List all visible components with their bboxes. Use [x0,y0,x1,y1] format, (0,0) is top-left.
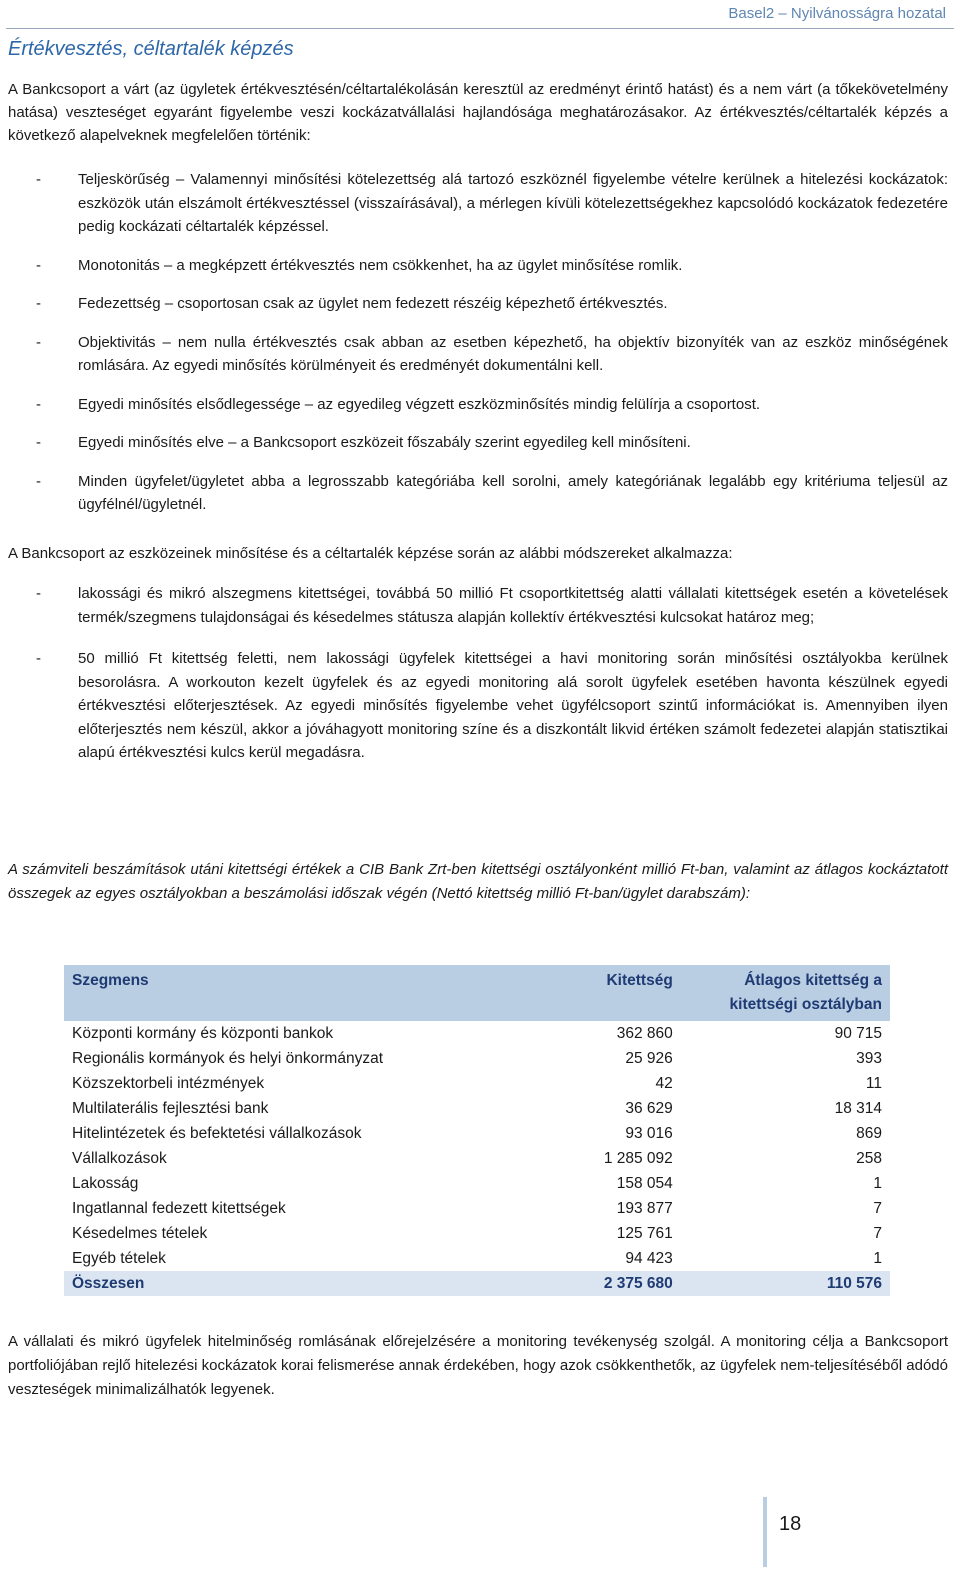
segment-cell: Ingatlannal fedezett kitettségek [72,1200,286,1217]
segment-cell: Lakosság [72,1175,139,1192]
total-label-cell: Összesen [64,1271,520,1296]
exposure-cell: 362 860 [616,1025,673,1042]
exposure-cell: 25 926 [625,1050,673,1067]
column-header-average-exposure: Átlagos kitettség a kitettségi osztályban [681,965,890,1021]
total-exposure-cell: 2 375 680 [520,1271,681,1296]
list-item-text: Egyedi minősítés elve – a Bankcsoport eszközeit főszabály szerint egyedileg kell minősíteni. [78,434,691,451]
exposure-cell: 93 016 [625,1125,673,1142]
segment-cell: Hitelintézetek és befektetési vállalkozások [72,1125,362,1142]
average-cell: 1 [873,1250,882,1267]
exposure-cell: 42 [655,1075,673,1092]
list-item-text: Monotonitás – a megképzett értékvesztés nem csökkenhet, ha az ügylet minősítése romlik. [78,256,683,274]
list-item-text: Objektivitás – nem nulla értékvesztés csak abban az esetben képezhető, ha objektív bizonyíték van az eszköz minőségének romlására. Az egyedi minősítés körülményeit és eredményét dokumentálni kell. [78,333,948,374]
table-row [64,1246,890,1271]
methods-paragraph: A Bankcsoport az eszközeinek minősítése és a céltartalék képzése során az alábbi módszereket alkalmazza: [8,545,733,562]
list-item [8,168,948,239]
monitoring-paragraph: A vállalati és mikró ügyfelek hitelminőség romlásának előrejelzésére a monitoring tevékenység szolgál. A monitoring célja a Bankcsoport portfoliójában rejlő hitelezési kockázatok korai felismerése annak érdekében, hogy azok csökkenthetők, az ügyfelek nem-teljesítéséből adódó veszteségek minimalizálhatók legyenek. [8,1333,948,1398]
average-cell: 258 [856,1150,882,1167]
segment-cell: Vállalkozások [72,1150,167,1167]
column-header-segment: Szegmens [64,965,520,1021]
document-header-label: Basel2 – Nyilvánosságra hozatal [728,5,946,22]
table-header-row [64,965,890,1021]
segment-cell: Regionális kormányok és helyi önkormányzat [72,1050,384,1067]
segment-cell: Központi kormány és központi bankok [72,1025,334,1042]
table-row [64,1171,890,1196]
average-cell: 90 715 [834,1025,882,1042]
table-row [64,1196,890,1221]
list-item-text: Minden ügyfelet/ügyletet abba a legrosszabb kategóriába kell sorolni, amely kategóriának legalább egy kritériuma teljesül az ügyfélnél/ügyletnél. [78,472,948,513]
list-item-text: 50 millió Ft kitettség feletti, nem lakossági ügyfelek kitettségei a havi monitoring során minősítési osztályokba kerülnek besorolásra. A workouton kezelt ügyfelek és az egyedi monitoring alá sorolt ügyfelek esetében havonta készülnek egyedi értékvesztési előterjesztések. Az egyedi minősítés figyelembe vehet ügyfélcsoport szintű információkat is. Amennyiben ilyen előterjesztés nem készül, akkor a jóváhagyott monitoring színe és a diszkontált likvid értéken számolt fedezetei alapján statisztikai alapú értékvesztési kulcs kerül megadásra. [78,650,948,761]
average-cell: 1 [873,1175,882,1192]
bullet-dash: - [36,434,41,451]
list-item [8,393,948,417]
list-item [8,254,948,278]
bullet-dash: - [36,256,41,274]
page-number: 18 [779,1513,802,1535]
list-item [8,470,948,517]
total-average-cell: 110 576 [681,1271,890,1296]
section-title: Értékvesztés, céltartalék képzés [8,38,294,60]
segment-cell: Egyéb tételek [72,1250,166,1267]
table-total-row [64,1271,890,1296]
column-header-exposure: Kitettség [520,965,681,1021]
table-row [64,1221,890,1246]
list-item [8,647,948,765]
table-row [64,1121,890,1146]
list-item [8,292,948,316]
page-number-box [763,1497,827,1567]
bullet-dash: - [36,650,41,667]
average-cell: 869 [856,1125,882,1142]
segment-cell: Közszektorbeli intézmények [72,1075,265,1092]
list-item [8,331,948,378]
bullet-dash: - [36,295,41,312]
exposure-cell: 36 629 [625,1100,673,1117]
table-row [64,1146,890,1171]
exposure-cell: 193 877 [616,1200,673,1217]
table-row [64,1046,890,1071]
bullet-dash: - [36,472,41,490]
bullet-dash: - [36,585,41,602]
list-item-text: Fedezettség – csoportosan csak az ügylet nem fedezett részéig képezhető értékvesztés. [78,295,668,312]
table-row [64,1021,890,1046]
exposure-cell: 125 761 [616,1225,673,1242]
table-row [64,1071,890,1096]
list-item-text: lakossági és mikró alszegmens kitettségei, továbbá 50 millió Ft csoportkitettség alatti vállalati kitettségek esetén a követelések termék/szegmens tulajdonságai és késedelmes státusza alapján kollektív értékvesztési kulcsokat határoz meg; [78,585,948,626]
exposure-cell: 94 423 [625,1250,673,1267]
exposure-cell: 1 285 092 [603,1150,673,1167]
exposure-table [64,965,890,1296]
segment-cell: Késedelmes tételek [72,1225,208,1242]
table-row [64,1096,890,1121]
average-cell: 7 [873,1200,882,1217]
list-item-text: Egyedi minősítés elsődlegessége – az egyedileg végzett eszközminősítés mindig felülírja a csoportost. [78,395,761,413]
bullet-dash: - [36,333,41,351]
list-item [8,582,948,629]
list-item [8,431,948,455]
average-cell: 11 [865,1075,882,1092]
intro-paragraph: A Bankcsoport a várt (az ügyletek értékvesztésén/céltartalékolásán keresztül az eredményt érintő hatást) és a nem várt (a tőkekövetelmény hatása) veszteséget egyaránt figyelembe veszi kockázatvállalási hajlandósága meghatározásakor. Az értékvesztés/céltartalék képzés a következő alapelveknek megfelelően történik: [8,81,948,144]
segment-cell: Multilaterális fejlesztési bank [72,1100,269,1117]
list-item-text: Teljeskörűség – Valamennyi minősítési kötelezettség alá tartozó eszköznél figyelembe vételre kerülnek a hitelezési kockázatok: eszközök után elszámolt értékvesztéssel (visszaírásával), a mérlegen kívüli kötelezettségekhez kapcsolódó kockázatok fedezetére pedig kockázati céltartalék képzéssel. [78,171,948,235]
average-cell: 18 314 [834,1100,882,1117]
bullet-dash: - [36,395,41,413]
table-lead-paragraph: A számviteli beszámítások utáni kitettségi értékek a CIB Bank Zrt-ben kitettségi osztályonként millió Ft-ban, valamint az átlagos kockáztatott összegek az egyes osztályokban a beszámolási időszak végén (Nettó kitettség millió Ft-ban/ügylet darabszám): [8,861,948,902]
methods-list [8,582,948,783]
header-divider [6,28,954,29]
principles-list [8,168,948,532]
average-cell: 393 [856,1050,882,1067]
bullet-dash: - [36,171,41,188]
average-cell: 7 [873,1225,882,1242]
exposure-cell: 158 054 [616,1175,673,1192]
